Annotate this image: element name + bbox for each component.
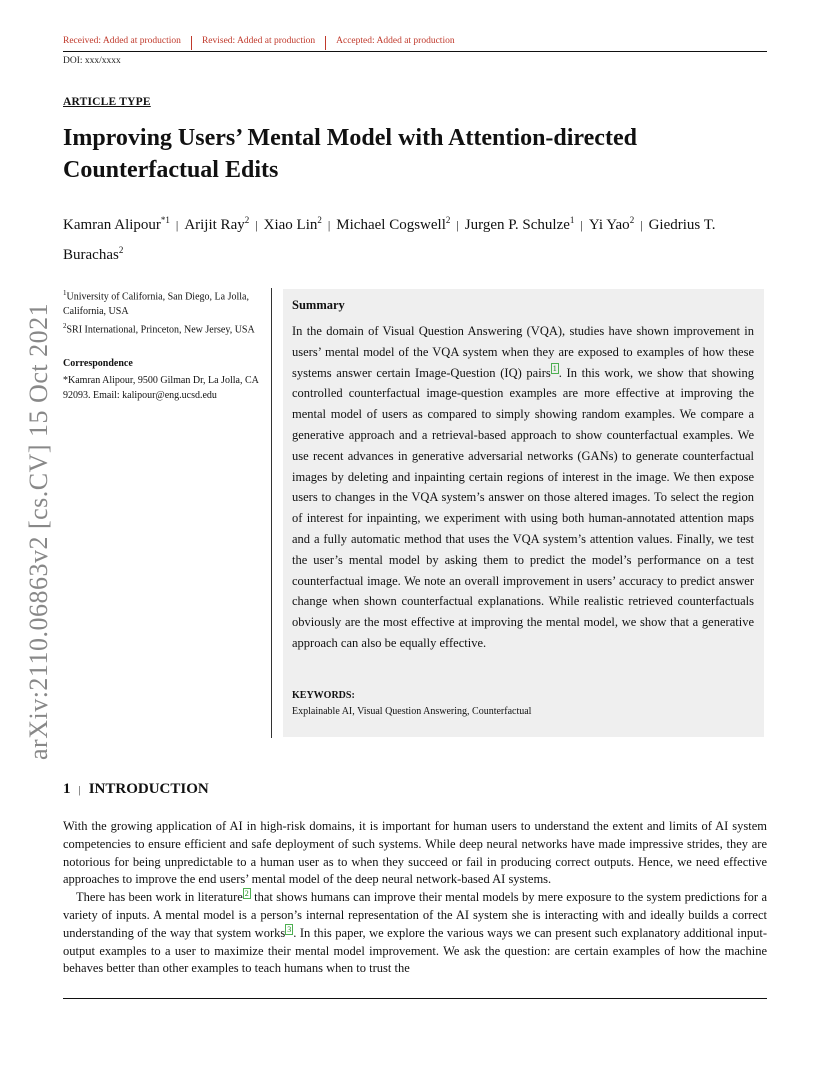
accepted-date: Accepted: Added at production (336, 36, 455, 46)
citation-link[interactable]: 3 (287, 924, 292, 934)
section-number: 1 (63, 781, 71, 797)
header-divider (63, 51, 767, 52)
citation-link[interactable]: 1 (552, 364, 557, 374)
section-title: INTRODUCTION (88, 781, 209, 797)
column-divider (271, 288, 272, 738)
keywords-heading: KEYWORDS: (292, 690, 355, 701)
citation-link[interactable]: 2 (244, 889, 249, 899)
author: Xiao Lin$^2$ (263, 215, 322, 233)
paper-title: Improving Users’ Mental Model with Attention-directed Counterfactual Edits (63, 125, 637, 183)
affiliation: $^1$University of California, San Diego, La Jolla, California, USA (63, 289, 249, 318)
author: Yi Yao$^2$ (588, 215, 635, 233)
keywords-text: Explainable AI, Visual Question Answering, Counterfactual (292, 706, 532, 717)
author-list: Kamran Alipour$^{*1}$ | Arijit Ray$^2$ | Xiao Lin$^2$ | Michael Cogswell$^2$ | Jurgen P. Schulze$^1$ | Yi Yao$^2$ | Giedrius T. Burachas$^2$ (63, 215, 716, 263)
author: Arijit Ray$^2$ (184, 215, 250, 233)
footer-divider (63, 998, 767, 999)
received-date: Received: Added at production (63, 36, 192, 50)
summary-heading: Summary (292, 298, 345, 312)
author: Michael Cogswell$^2$ (336, 215, 451, 233)
author: Kamran Alipour$^{*1}$ (63, 215, 170, 233)
correspondence-text: *Kamran Alipour, 9500 Gilman Dr, La Jolla, CA 92093. Email: kalipour@eng.ucsd.edu (63, 375, 259, 401)
affiliations (63, 286, 263, 338)
affiliation: $^2$SRI International, Princeton, New Jersey, USA (63, 322, 255, 336)
paragraph: With the growing application of AI in high-risk domains, it is important for human users to understand the extent and limits of AI system competencies to ensure efficient and safe deployment of such systems. While deep neural networks have made impressive strides, they are notorious for being unpredictable to a human user as to when they succeed or fail in producing correct outputs. Hence, we need effective approaches to improve the end users’ mental model of the deep neural network-based AI systems. (63, 819, 767, 887)
article-type: ARTICLE TYPE (63, 96, 151, 108)
doi: DOI: xxx/xxxx (63, 56, 121, 66)
production-dates (63, 36, 767, 50)
introduction-body (63, 818, 767, 978)
author: Giedrius T. Burachas$^2$ (63, 217, 716, 263)
author: Jurgen P. Schulze$^1$ (464, 215, 575, 233)
summary-text: In the domain of Visual Question Answering (VQA), studies have shown improvement in users’ mental model of the VQA system when they are exposed to examples of how these systems answer certain Image-Question (IQ) pairs $^1$ . In this work, we show that showing controlled counterfactual image-question examples are more effective at improving the mental model of users as compared to simply showing random examples. We compare a generative approach and a retrieval-based approach to show counterfactual examples. We use recent advances in generative adversarial networks (GANs) to generate counterfactual images by deleting and inpainting certain regions of interest in the image. We then expose users to changes in the VQA system’s answer on those altered images. To select the region of interest for inpainting, we experiment with using both human-annotated attention maps and a fully automatic method that uses the VQA system’s attention values. Finally, we test the user’s mental model by asking them to predict the model’s performance on a test counterfactual image. We note an overall improvement in users’ accuracy to predict answer change when shown counterfactual explanations. While realistic retrieved counterfactuals obviously are the most effective at improving the mental model, we show that a generative approach can also be equally effective. (292, 324, 754, 650)
section-heading: 1 | INTRODUCTION (63, 781, 209, 797)
paragraph: There has been work in literature $^2$ that shows humans can improve their mental models by mere exposure to the system predictions for a variety of inputs. A mental model is a person’s internal representation of the AI system she is interacting with and ideally builds a correct understanding of the way that system works $^3$ . In this paper, we explore the various ways we can present such explanatory additional input-output examples to a user to maximize their mental model improvement. We ask the question: are certain examples of how the machine behaves better than other examples to teach humans when to trust the (63, 889, 767, 976)
correspondence-heading: Correspondence (63, 358, 133, 369)
arxiv-stamp: arXiv:2110.06863v2 [cs.CV] 15 Oct 2021 (24, 302, 53, 760)
revised-date: Revised: Added at production (202, 36, 326, 50)
